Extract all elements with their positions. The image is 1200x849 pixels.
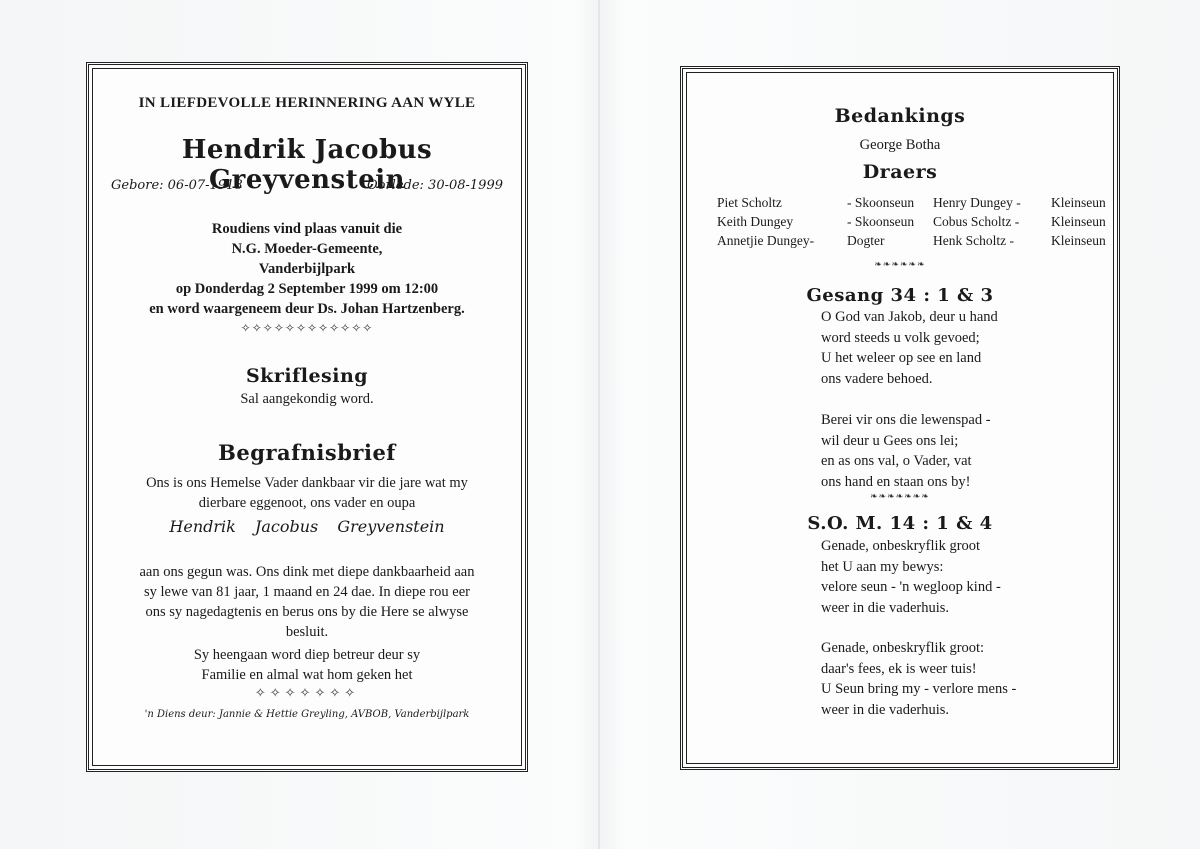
text-line: ons sy nagedagtenis en berus ons by die Here se alwyse — [145, 604, 469, 620]
text-line: besluit. — [285, 624, 329, 640]
hymn-1-verse-2 — [821, 410, 991, 492]
scripture-text: Sal aangekondig word. — [240, 391, 374, 407]
text-line: aan ons gegun was. Ons dink met diepe dankbaarheid aan — [139, 564, 475, 580]
birth-date: Gebore: 06-07-1918 — [111, 178, 243, 193]
service-line: Vanderbijlpark — [258, 261, 356, 277]
verse-line: velore seun - 'n wegloop kind - — [821, 579, 1001, 595]
service-line: Roudiens vind plaas vanuit die — [211, 221, 403, 237]
service-line: en word waargeneem deur Ds. Johan Hartzenberg. — [149, 301, 465, 317]
verse-line: daar's fees, ek is weer tuis! — [821, 660, 977, 677]
fold-line — [598, 0, 600, 849]
verse-line: Berei vir ons die lewenspad - — [821, 412, 991, 428]
verse-line: O God van Jakob, deur u hand — [821, 309, 998, 325]
dates-row — [111, 178, 503, 193]
diamond-divider: ✧✧✧✧✧✧✧ — [254, 685, 360, 700]
deceased-name: Hendrik Jacobus Greyvenstein — [181, 135, 433, 195]
left-page — [86, 62, 528, 772]
funeral-service-credit: 'n Diens deur: Jannie & Hettie Greyling, AVBOB, Vanderbijlpark — [144, 709, 470, 720]
verse-line: weer in die vaderhuis. — [821, 701, 950, 718]
hymn-2-verse-2 — [821, 638, 1016, 720]
verse-line: en as ons val, o Vader, vat — [821, 453, 972, 469]
bearer-name: Keith Dungey — [717, 214, 794, 229]
verse-line: Genade, onbeskryflik groot — [821, 538, 981, 554]
signature-name: Hendrik Jacobus Greyvenstein — [169, 517, 445, 536]
verse-line: U het weleer op see en land — [821, 350, 982, 366]
thanks-title: Bedankings — [834, 105, 966, 127]
bearer-relation: - Skoonseun — [847, 195, 915, 210]
text-line: sy lewe van 81 jaar, 1 maand en 24 dae. In diepe rou eer — [144, 584, 470, 600]
service-details — [89, 219, 525, 319]
hymn-1-verse-1 — [821, 307, 998, 389]
scripture-title: Skriflesing — [245, 365, 369, 387]
bearer-relation: Kleinseun — [1051, 214, 1106, 229]
thanks-name: George Botha — [859, 137, 941, 153]
bearers-title: Draers — [862, 161, 938, 183]
hymn-2-verse-1 — [821, 536, 1001, 618]
verse-line: U Seun bring my - verlore mens - — [821, 681, 1017, 697]
verse-line: wil deur u Gees ons lei; — [821, 432, 959, 449]
bearer-relation: Dogter — [847, 233, 885, 248]
verse-line: Genade, onbeskryflik groot: — [821, 640, 985, 656]
funeral-letter-title: Begrafnisbrief — [218, 440, 396, 465]
right-page — [680, 66, 1120, 770]
bearer-name: Henk Scholtz - — [933, 233, 1014, 248]
bearer-name: Piet Scholtz — [717, 195, 782, 210]
bearers-list — [717, 193, 1106, 250]
funeral-letter-closing — [89, 645, 525, 685]
bearer-relation: Kleinseun — [1051, 195, 1106, 210]
hymn-1-title: Gesang 34 : 1 & 3 — [806, 285, 994, 306]
text-line: dierbare eggenoot, ons vader en oupa — [198, 495, 416, 511]
leaf-ornament: ❧❧❧❧❧❧ — [874, 259, 926, 269]
leaf-ornament: ❧❧❧❧❧❧❧ — [870, 491, 930, 501]
hymn-2-title: S.O. M. 14 : 1 & 4 — [807, 513, 993, 534]
verse-line: ons hand en staan ons by! — [821, 473, 971, 490]
text-line: Ons is ons Hemelse Vader dankbaar vir die jare wat my — [146, 475, 468, 491]
funeral-letter-body — [89, 562, 525, 642]
service-line: N.G. Moeder-Gemeente, — [231, 241, 383, 257]
verse-line: het U aan my bewys: — [821, 558, 944, 575]
verse-line: ons vadere behoed. — [821, 370, 933, 387]
service-line: op Donderdag 2 September 1999 om 12:00 — [175, 281, 439, 297]
verse-line: weer in die vaderhuis. — [821, 599, 950, 616]
death-date: Oorlede: 30-08-1999 — [366, 178, 503, 193]
funeral-letter-intro — [89, 473, 525, 513]
text-line: Familie en almal wat hom geken het — [201, 667, 413, 683]
memorial-heading: IN LIEFDEVOLLE HERINNERING AAN WYLE — [138, 95, 476, 111]
text-line: Sy heengaan word diep betreur deur sy — [193, 647, 421, 663]
bearer-name: Annetjie Dungey- — [717, 233, 815, 248]
bearer-relation: Kleinseun — [1051, 233, 1106, 248]
bearer-name: Henry Dungey - — [933, 195, 1021, 210]
bearer-name: Cobus Scholtz - — [933, 214, 1020, 229]
verse-line: word steeds u volk gevoed; — [821, 329, 980, 346]
bearer-relation: - Skoonseun — [847, 214, 915, 229]
diamond-divider: ✧✧✧✧✧✧✧✧✧✧✧✧ — [240, 321, 374, 335]
